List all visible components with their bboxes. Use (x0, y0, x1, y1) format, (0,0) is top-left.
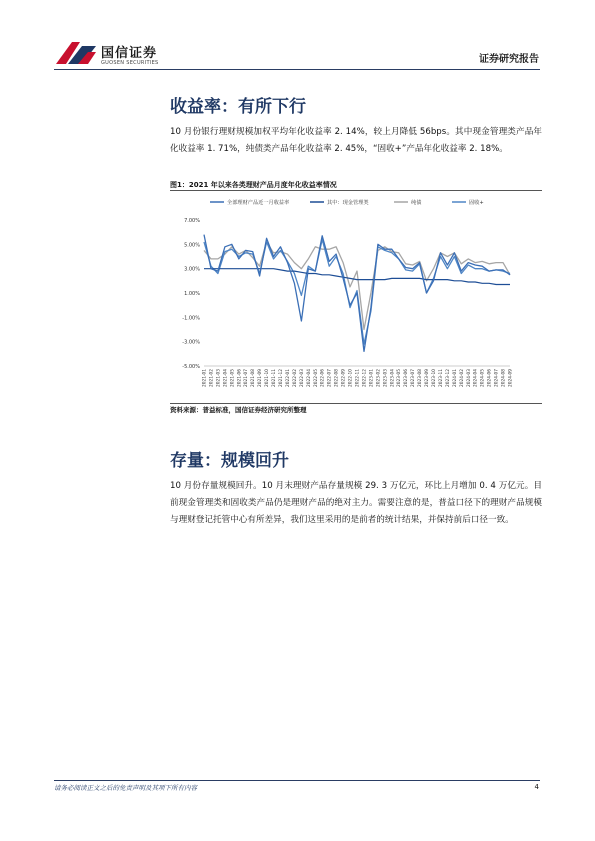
x-tick-label: 2022-10 (348, 369, 354, 387)
y-tick-label: 3.00% (184, 266, 200, 273)
footer-divider (54, 780, 540, 781)
x-tick-label: 2023-11 (438, 369, 444, 387)
x-tick-label: 2023-05 (397, 369, 403, 387)
x-tick-label: 2024-09 (508, 369, 514, 387)
page-number: 4 (534, 783, 539, 791)
x-tick-label: 2023-08 (418, 369, 424, 387)
y-tick-label: -5.00% (182, 364, 200, 370)
legend-label: 固收+ (469, 200, 484, 206)
x-tick-label: 2021-12 (279, 369, 284, 387)
section-title-scale: 存量：规模回升 (170, 451, 289, 471)
y-tick-label: 1.00% (184, 291, 200, 297)
x-tick-label: 2023-09 (425, 369, 431, 387)
x-tick-label: 2022-06 (320, 369, 326, 387)
x-tick-label: 2022-02 (292, 369, 298, 387)
brand-name-en: GUOSEN SECURITIES (101, 60, 159, 66)
x-tick-label: 2023-06 (404, 369, 410, 387)
x-tick-label: 2022-03 (299, 369, 305, 387)
x-tick-label: 2024-03 (466, 369, 472, 387)
x-tick-label: 2023-01 (369, 369, 375, 387)
yield-paragraph: 10 月份银行理财规模加权平均年化收益率 2. 14%，较上月降低 56bps。其中现金管理类产品年化收益率 1. 71%，纯债类产品年化收益率 2. 45%，“固收+”产品年化收益率 2. 18%。 (170, 127, 542, 154)
legend-label: 全部理财产品近一月收益率 (227, 200, 290, 206)
y-tick-label: 7.00% (184, 218, 200, 224)
figure-source: 资料来源：普益标准，国信证券经济研究所整理 (170, 406, 307, 414)
x-tick-label: 2021-06 (237, 369, 243, 387)
section-title-yield: 收益率：有所下行 (170, 97, 306, 117)
x-tick-label: 2022-09 (341, 369, 347, 387)
y-tick-label: 5.00% (184, 242, 200, 249)
x-tick-label: 2024-05 (480, 369, 486, 387)
x-tick-label: 2022-11 (355, 369, 361, 387)
footer-disclaimer: 请务必阅读正文之后的免责声明及其项下所有内容 (54, 784, 197, 792)
x-tick-label: 2022-07 (327, 369, 333, 387)
x-tick-label: 2021-05 (230, 369, 236, 387)
figure-bottom-rule (170, 403, 542, 404)
series-line (204, 235, 510, 352)
x-tick-label: 2024-02 (459, 369, 465, 387)
legend-label: 其中：现金管理类 (327, 200, 369, 206)
x-tick-label: 2022-01 (285, 369, 291, 387)
x-tick-label: 2023-10 (432, 369, 437, 387)
x-tick-label: 2024-08 (501, 369, 507, 387)
brand-name: 国信证券 (101, 46, 158, 61)
x-tick-label: 2021-09 (258, 369, 264, 387)
x-tick-label: 2024-01 (452, 369, 458, 387)
figure-caption: 图1：2021 年以来各类理财产品月度年化收益率情况 (170, 181, 337, 189)
y-tick-label: -1.00% (182, 315, 200, 322)
header-divider (54, 69, 540, 70)
x-tick-label: 2021-02 (209, 369, 215, 387)
x-tick-label: 2024-06 (487, 369, 493, 387)
figure-top-rule (170, 190, 542, 191)
x-tick-label: 2021-07 (244, 369, 250, 387)
series-line (204, 242, 510, 330)
x-tick-label: 2021-08 (251, 369, 257, 387)
x-tick-label: 2023-04 (390, 369, 396, 387)
x-tick-label: 2024-04 (473, 369, 479, 387)
x-tick-label: 2023-03 (383, 369, 389, 387)
x-tick-label: 2022-12 (362, 369, 368, 387)
x-tick-label: 2022-08 (334, 369, 340, 387)
page-header (0, 0, 595, 70)
x-tick-label: 2024-07 (494, 369, 500, 387)
x-tick-label: 2021-10 (265, 369, 271, 387)
scale-paragraph: 10 月份存量规模回升。10 月末理财产品存量规模 29. 3 万亿元，环比上月增加 0. 4 万亿元。目前现金管理类和固收类产品仍是理财产品的绝对主力。需要注意的是，普益口径下的理财产品规模与理财登记托管中心有所差异，我们这里采用的是前者的统计结果，并保持前后口径一致。 (170, 481, 542, 525)
x-tick-label: 2023-07 (411, 369, 417, 387)
report-type: 证券研究报告 (479, 54, 539, 65)
legend-label: 纯债 (411, 200, 422, 206)
x-tick-label: 2021-03 (216, 369, 222, 387)
x-tick-label: 2021-04 (223, 369, 229, 387)
x-tick-label: 2021-01 (202, 369, 208, 387)
guosen-logo-icon (54, 40, 98, 66)
y-tick-label: -3.00% (182, 339, 200, 346)
x-tick-label: 2022-05 (313, 369, 319, 387)
x-tick-label: 2023-12 (445, 369, 451, 387)
x-tick-label: 2021-11 (272, 369, 278, 387)
x-tick-label: 2023-02 (376, 369, 382, 387)
yield-line-chart (170, 193, 542, 401)
x-tick-label: 2022-04 (306, 369, 312, 387)
